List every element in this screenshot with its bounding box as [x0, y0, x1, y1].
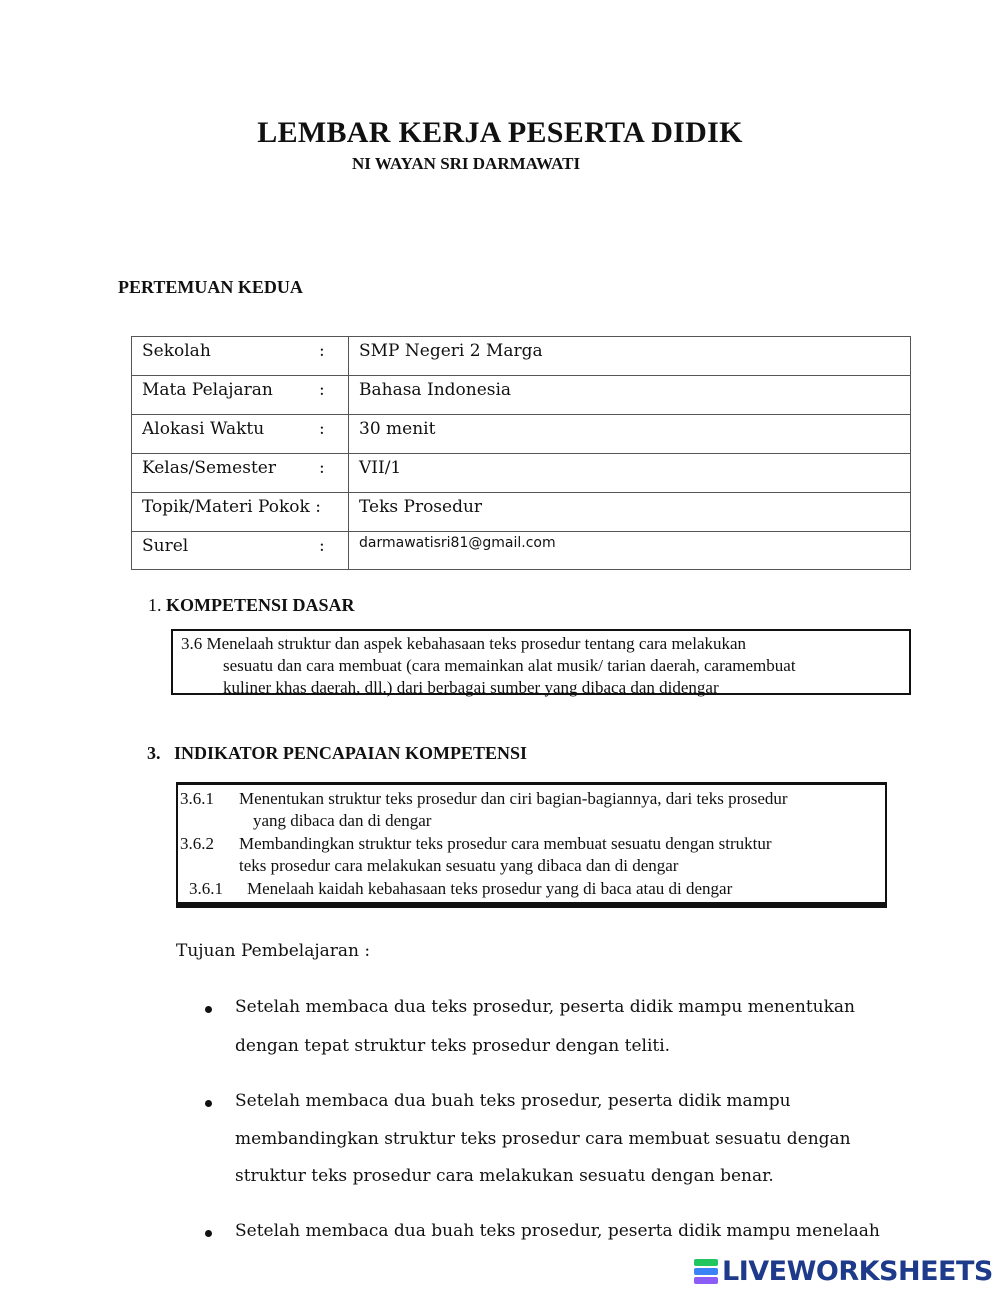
kd-line: 3.6 Menelaah struktur dan aspek kebahasaan teks prosedur tentang cara melakukan [181, 634, 747, 653]
section-indikator-heading: 3. INDIKATOR PENCAPAIAN KOMPETENSI [147, 743, 528, 763]
row-value: 30 menit [349, 415, 911, 454]
row-colon: : [319, 419, 325, 439]
row-value: VII/1 [349, 454, 911, 493]
indicator-line: Membandingkan struktur teks prosedur cara membuat sesuatu dengan struktur [239, 834, 772, 853]
bullet-line: Setelah membaca dua buah teks prosedur, peserta didik mampu menelaah [235, 1221, 880, 1241]
kd-line: kuliner khas daerah, dll.) dari berbagai sumber yang dibaca dan didengar [223, 678, 719, 697]
bullet-line: struktur teks prosedur cara melakukan sesuatu dengan benar. [235, 1166, 774, 1186]
indicator-line: teks prosedur cara melakukan sesuatu yang dibaca dan di dengar [239, 856, 679, 875]
mark-bar [694, 1277, 718, 1284]
liveworksheets-logo[interactable] [694, 1256, 993, 1287]
mark-bar [694, 1268, 718, 1275]
meeting-heading: PERTEMUAN KEDUA [118, 277, 303, 297]
liveworksheets-mark-icon [694, 1259, 718, 1285]
kd-line: sesuatu dan cara membuat (cara memainkan alat musik/ tarian daerah, caramembuat [223, 656, 796, 675]
tujuan-heading: Tujuan Pembelajaran : [176, 941, 371, 961]
indicator-line: yang dibaca dan di dengar [253, 811, 432, 830]
bullet-icon [205, 1006, 212, 1013]
kompetensi-dasar-box [171, 629, 911, 695]
row-value: SMP Negeri 2 Marga [349, 337, 911, 376]
row-label: Sekolah [142, 341, 211, 361]
page-title: LEMBAR KERJA PESERTA DIDIK [257, 116, 743, 149]
row-colon: : [319, 380, 325, 400]
bullet-icon [205, 1100, 212, 1107]
bullet-line: membandingkan struktur teks prosedur cara membuat sesuatu dengan [235, 1129, 851, 1149]
indicator-number: 3.6.2 [180, 834, 214, 853]
row-label: Surel [142, 536, 189, 556]
table-row [132, 493, 911, 532]
indicator-line: Menelaah kaidah kebahasaan teks prosedur yang di baca atau di dengar [247, 879, 733, 898]
row-label: Kelas/Semester [142, 458, 276, 478]
row-colon: : [319, 458, 325, 478]
row-label: Alokasi Waktu [142, 419, 265, 439]
mark-bar [694, 1259, 718, 1266]
indicator-line: Menentukan struktur teks prosedur dan ciri bagian-bagiannya, dari teks prosedur [239, 789, 788, 808]
indikator-box [176, 782, 887, 908]
row-value: Teks Prosedur [349, 493, 911, 532]
bullet-line: Setelah membaca dua teks prosedur, peserta didik mampu menentukan [235, 997, 856, 1017]
table-row [132, 532, 911, 570]
table-row [132, 454, 911, 493]
bullet-line: Setelah membaca dua buah teks prosedur, peserta didik mampu [235, 1091, 791, 1111]
bullet-line: dengan tepat struktur teks prosedur dengan teliti. [235, 1036, 671, 1056]
email-value[interactable]: darmawatisri81@gmail.com [349, 532, 911, 570]
row-label: Topik/Materi Pokok : [142, 497, 321, 517]
table-row [132, 337, 911, 376]
identity-table [131, 336, 911, 570]
indicator-number: 3.6.1 [189, 879, 223, 898]
row-label: Mata Pelajaran [142, 380, 273, 400]
bullet-icon [205, 1230, 212, 1237]
section-kompetensi-dasar-heading [148, 595, 355, 616]
row-value: Bahasa Indonesia [349, 376, 911, 415]
indicator-number: 3.6.1 [180, 789, 214, 808]
row-colon: : [319, 536, 325, 556]
section-title: KOMPETENSI DASAR [166, 595, 355, 615]
table-row [132, 415, 911, 454]
table-row [132, 376, 911, 415]
section-number: 1. [148, 595, 162, 615]
author-name: NI WAYAN SRI DARMAWATI [352, 154, 581, 173]
row-colon: : [319, 341, 325, 361]
logo-text: LIVEWORKSHEETS [722, 1256, 993, 1287]
